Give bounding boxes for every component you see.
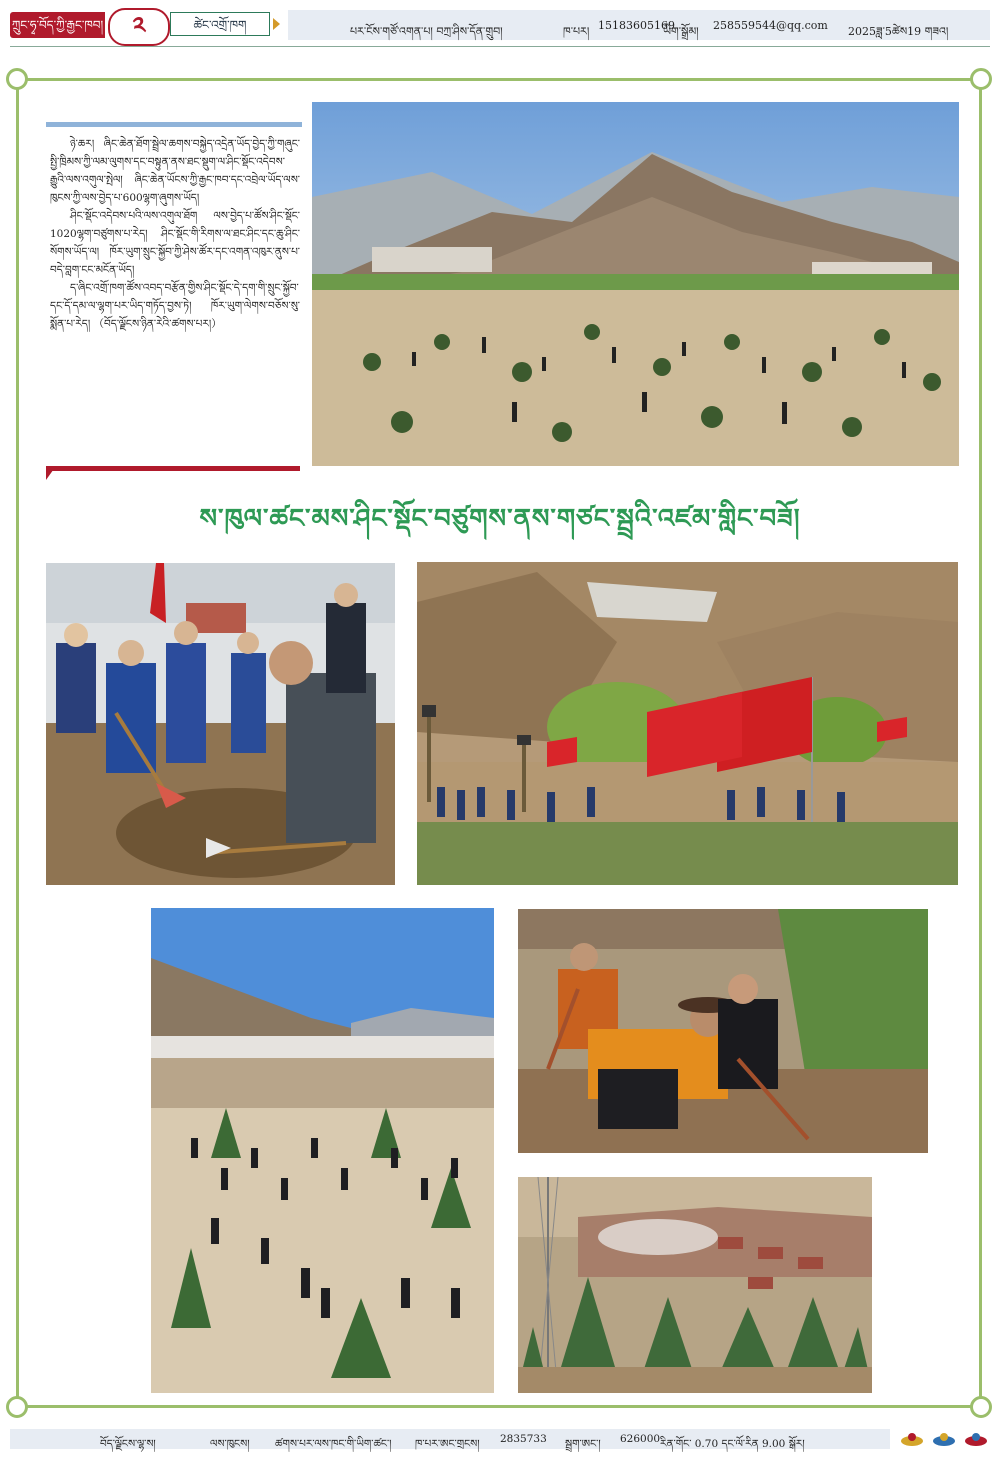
photo-students-digging bbox=[46, 563, 395, 885]
photo-men-shoveling bbox=[518, 909, 928, 1153]
footer-emblems bbox=[898, 1430, 993, 1448]
lotus-icon bbox=[933, 1433, 955, 1446]
email-label: ཡིག་སྒྲོམ། bbox=[663, 25, 699, 38]
photo-village-trees bbox=[518, 1177, 872, 1393]
page-header bbox=[10, 8, 990, 44]
headline: ས་ཁུལ་ཚང་མས་ཤིང་སྡོང་བཙུགས་ནས་གཙང་སྦྲའི་འཛམ་གླིང་བཟོ། bbox=[199, 504, 801, 534]
frame-corner-ornament bbox=[6, 68, 28, 90]
masthead: ཀྲུང་ཧྭ་བོད་ཀྱི་རྒྱང་ཁབ། bbox=[10, 12, 105, 38]
frame-corner-ornament bbox=[6, 1396, 28, 1418]
issue-date: 2025ཟླ་5ཚེས19 གཟའ། bbox=[848, 25, 949, 38]
arrow-icon bbox=[273, 18, 280, 30]
phone-label: ཁ་པར། bbox=[563, 25, 590, 38]
footer-publisher-label: ལས་ཁུངས། bbox=[210, 1438, 250, 1450]
email-address: 258559544@qq.com bbox=[713, 19, 828, 32]
phone-number: 15183605169 bbox=[598, 19, 675, 32]
lotus-icon bbox=[965, 1433, 987, 1446]
footer-phone: 2835733 bbox=[500, 1433, 547, 1445]
article-body bbox=[50, 135, 300, 333]
section-tag: ཚེང་འགྲོ་ཁག bbox=[170, 12, 270, 36]
article-paragraph: ད་ཞིང་འགྲོ་ཁག་ཚོས་འབད་བརྩོན་གྱིས་ཤིང་སྡོང་དེ་དག་གི་སྲུང་སྐྱོབ་དང་དོ་དམ་ལ་ལྷག་པར་ཡིད་གཏོད་བྱས་ཏེ། ཁོར་ཡུག་ལེགས་བཅོས་སུ་སྨོན་པ་རེད། （བོད་ལྗོངས་ཉིན་རེའི་ཚགས་པར།） bbox=[50, 282, 300, 330]
footer-postcode-label: སྦྲག་ཨང་། bbox=[565, 1438, 601, 1450]
article-bottom-bar bbox=[50, 466, 300, 471]
header-info-strip bbox=[288, 10, 990, 40]
footer-postcode: 626000 bbox=[620, 1433, 661, 1445]
frame-corner-ornament bbox=[970, 68, 992, 90]
frame-corner-ornament bbox=[970, 1396, 992, 1418]
article-paragraph: ཤིང་སྡོང་འདེབས་པའི་ལས་འགུལ་ཐོག ལས་བྱེད་པ་ཚོས་ཤིང་སྡོང་1020ལྷག་བཙུགས་པ་རེད། ཤིང་སྡོང་གི་རིགས་ལ་ཐང་ཤིང་དང་ཆུ་ཤིང་སོགས་ཡོད་ལ། ཁོར་ཡུག་སྲུང་སྐྱོབ་ཀྱི་ཤེས་ཚོར་དང་འགན་འཁུར་ནུས་པ་བདེ་བླག་ངང་མངོན་ཡོད། bbox=[50, 210, 300, 276]
lotus-icon bbox=[901, 1433, 923, 1446]
header-rule bbox=[10, 46, 990, 47]
photo-crowd-planting-field bbox=[151, 908, 494, 1393]
footer-editorial-office: ཚགས་པར་ལས་ཁང་གི་ཡིག་ཚང་། bbox=[275, 1438, 392, 1450]
footer-phone-label: ཁ་པར་ཨང་གྲངས། bbox=[415, 1438, 480, 1450]
article-paragraph: ཉེ་ཆར། ཞིང་ཆེན་ཐོག་སྦྲེལ་ཆགས་བསྐྱེད་འདྲེན་ཡོད་བྱེད་ཀྱི་གཞུང་སྤྱི་ཁྲིམས་ཀྱི་ལམ་ལུགས་དང་བསྟུན་ནས་ཐང་སྡུག་ལ་ཤིང་སྡོང་འདེབས་རྒྱུའི་ལས་འགུལ་སྤེལ། ཞིང་ཆེན་ཡོངས་ཀྱི་རྒྱང་ཁབ་དང་འབྲེལ་ཡོད་ལས་ཁུངས་ཀྱི་ལས་བྱེད་པ་600ལྷག་ཞུགས་ཡོད། bbox=[50, 138, 300, 204]
footer-price: རིན་གོང་ 0.70 དང་ལོ་རིན 9.00 སྒོར། bbox=[660, 1438, 805, 1450]
article-top-bar bbox=[46, 122, 302, 127]
footer-address: བོད་ལྗོངས་ལྷ་ས། bbox=[100, 1438, 156, 1450]
page-number: ༢ bbox=[108, 8, 170, 46]
article-flag-accent bbox=[46, 466, 56, 480]
editor-credit: པར་ངོས་གཙོ་འགན་པ། བཀྲ་ཤིས་དོན་གྲུབ། bbox=[350, 25, 503, 38]
photo-mountain-planting-site bbox=[312, 102, 959, 466]
photo-flags-hillside bbox=[417, 562, 958, 885]
